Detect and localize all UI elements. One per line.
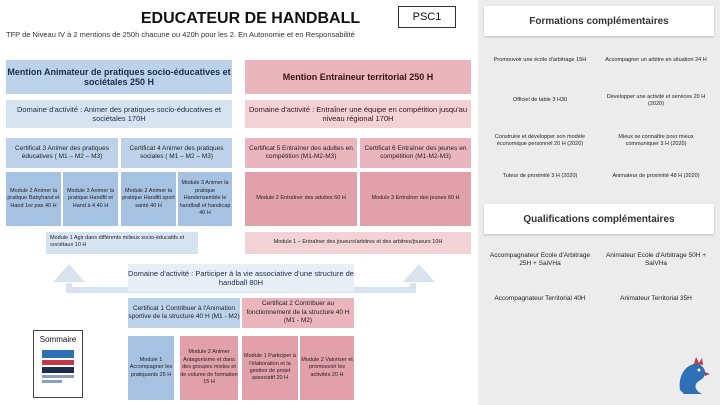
module-handensemble: Module 3 Animer la pratique Handensemble le handball et handicap 40 H (178, 172, 232, 226)
cert-4-box: Certificat 4 Animer des pratiques sociales ( M1 – M2 – M3) (121, 138, 232, 168)
cert-1-box: Certificat 1 Contribuer à l'Animation sportive de la structure 40 H (M1 - M2) (128, 298, 240, 328)
cert-6-box: Certificat 6 Entraîner des jeunes en compétition (M1-M2-M3) (360, 138, 471, 168)
psc1-badge: PSC1 (398, 6, 456, 28)
cert-3-box: Certificat 3 Animer des pratiques éducatives ( M1 – M2 – M3) (6, 138, 118, 168)
module-entrainer-jeunes: Module 3 Entraîner des jeunes 60 H (360, 172, 471, 226)
formation-item: Accompagner un arbitre en situation 24 H (605, 57, 707, 64)
module-valoriser-activites: Module 2 Valoriser et promouvoir les activités 20 H (300, 336, 354, 400)
animer-domain: Domaine d'activité : Animer des pratiques socio-éducatives et sociétales 170H (6, 100, 232, 128)
arrow-up-left-icon (53, 264, 85, 282)
formation-item: Promouvoir une école d'arbitrage 15H (493, 57, 587, 64)
rooster-logo (672, 354, 712, 398)
qualification-item: Accompagnateur Ecole d'Arbitrage 25H + SaiVHa (489, 251, 591, 267)
association-domain: Domaine d'activité : Participer à la vie associative d'une structure de handball 80H (128, 264, 354, 292)
formation-item: Développer une activité et services 20 H (2020) (606, 93, 706, 107)
formations-title: Formations complémentaires (484, 6, 714, 36)
page-subtitle: TFP de Niveau IV à 2 mentions de 250h chacune ou 420h pour les 2. En Autonomie et en Responsabilité (6, 30, 355, 39)
formation-item: Tuteur de proximité 3 H (2020) (502, 173, 578, 180)
mention-entraineur-title: Mention Entraineur territorial 250 H (245, 60, 471, 94)
module-handfit-sante: Module 2 Animer la pratique Handfit sport santé 40 H (121, 172, 176, 226)
qualification-item: Animateur Territorial 35H (620, 294, 692, 302)
rooster-icon (672, 354, 712, 398)
qualification-item: Animateur Ecole d'Arbitrage 50H + SaiVHa (605, 251, 707, 267)
federation-logo (38, 348, 78, 388)
cert-5-box: Certificat 5 Entraîner des adultes en compétition (M1-M2-M3) (245, 138, 357, 168)
mention-animateur-title: Mention Animateur de pratiques socio-éducatives et sociétales 250 H (6, 60, 232, 94)
logo-icon (38, 348, 78, 388)
formation-item: Construire et développer son modèle économique personnel 20 H (2020) (494, 133, 586, 147)
qualification-item: Accompagnateur Territorial 40H (494, 294, 586, 302)
module-handfit-hand4: Module 3 Animer la pratique Handfit et Hand à 4 40 H (63, 172, 118, 226)
formation-item: Animateur de proximité 48 H (2020) (612, 173, 700, 180)
sommaire-link[interactable] (33, 330, 83, 398)
entrainer-domain: Domaine d'activité : Entraîner une équipe en compétition jusqu'au niveau régional 170H (245, 100, 471, 128)
arrow-up-right-icon (403, 264, 435, 282)
module-babyhand: Module 2 Animer la pratique Babyhand et Hand 1er pas 40 H (6, 172, 61, 226)
sommaire-label: Sommaire (39, 335, 77, 344)
module-1-joueurs-arbitres: Module 1 – Entraîner des joueurs/arbitres et des arbitres/joueurs 10H (245, 232, 471, 254)
module-accompagner-pratiquants: Module 1 Accompagner les pratiquants 25 H (128, 336, 174, 400)
qualifications-title: Qualifications complémentaires (484, 204, 714, 234)
page-title: EDUCATEUR DE HANDBALL (140, 10, 361, 27)
formation-item: Officiel de table 3 H30 (512, 97, 567, 104)
cert-2-box: Certificat 2 Contribuer au fonctionnement de la structure 40 H (M1 - M2) (242, 298, 354, 328)
module-entrainer-adultes: Module 2 Entraîner des adultes 60 H (245, 172, 357, 226)
module-1-milieux: Module 1 Agir dans différents milieux socio-éducatifs et sociétaux 10 H (46, 232, 198, 254)
module-projet-associatif: Module 1 Participer à l'élaboration et la gestion de projet associatif 20 H (242, 336, 298, 400)
module-animer-antagonisme: Module 2 Animer Antagonisme et dans des groupes mixtes et de volume de formation 15 H (180, 336, 238, 400)
formation-item: Mieux se connaître pour mieux communiquer 3 H (2020) (618, 133, 694, 147)
